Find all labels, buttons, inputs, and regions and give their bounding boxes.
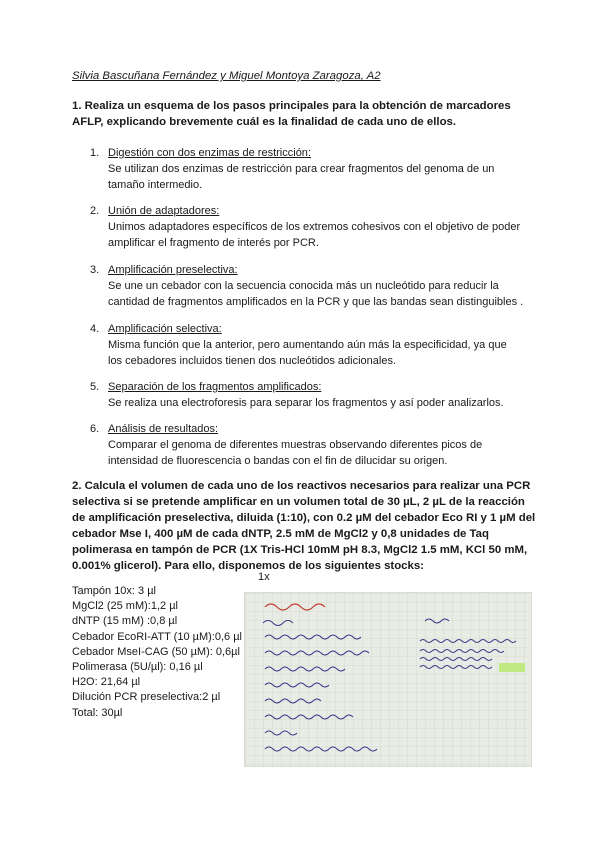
volume-item: Tampón 10x: 3 µl (72, 585, 156, 597)
step-number: 4. (90, 323, 100, 335)
volume-item: Dilución PCR preselectiva:2 µl (72, 691, 221, 704)
step-title: Digestión con dos enzimas de restricción: (108, 147, 311, 159)
step-description (108, 395, 568, 411)
step-description (108, 219, 568, 251)
step-desc-line: intensidad de fluorescencia o bandas con el fin de dilucidar su origen. (108, 455, 448, 467)
question-1-line-1: 1. Realiza un esquema de los pasos principales para la obtención de marcadores (72, 100, 511, 112)
question-2-line: cebador Mse I, 400 µM de cada dNTP, 2.5 mM de MgCl2 y 0,8 unidades de Taq (72, 528, 489, 540)
volume-item: Cebador EcoRI-ATT (10 µM):0,6 µl (72, 630, 242, 643)
step-description (108, 337, 568, 369)
volume-item: MgCl2 (25 mM):1,2 µl (72, 600, 178, 613)
step-description (108, 278, 568, 310)
authors-line: Silvia Bascuñana Fernández y Miguel Montoya Zaragoza, A2 (72, 70, 381, 82)
step-number: 2. (90, 205, 100, 217)
question-2-line: 0.001% glicerol). Para ello, disponemos de los siguientes stocks: (72, 560, 424, 572)
step-desc-line: Comparar el genoma de diferentes muestras observando diferentes picos de (108, 439, 483, 451)
step-title: Amplificación preselectiva: (108, 264, 238, 276)
question-2-line: de amplificación preselectiva, diluida (1:10), con 0.2 µM del cebador Eco RI y 1 µM del (72, 512, 536, 524)
one-x-label: 1x (258, 571, 270, 583)
question-2-line: selectiva si se pretende amplificar en un volumen total de 30 µL, 2 µL de la reacción (72, 496, 525, 508)
step-desc-line: Unimos adaptadores específicos de los extremos cohesivos con el objetivo de poder (108, 221, 521, 233)
question-1-line-2: AFLP, explicando brevemente cuál es la finalidad de cada uno de ellos. (72, 116, 457, 128)
volumes-list (72, 584, 242, 721)
step-number: 1. (90, 147, 100, 159)
step-desc-line: los cebadores incluidos tienen dos nucleótidos adicionales. (108, 355, 397, 367)
volume-item: Total: 30µl (72, 706, 123, 719)
volume-item: H2O: 21,64 µl (72, 676, 141, 689)
step-title: Amplificación selectiva: (108, 323, 222, 335)
step-title: Análisis de resultados: (108, 423, 219, 435)
volume-item: Polimerasa (5U/µl): 0,16 µl (72, 661, 203, 674)
step-title: Unión de adaptadores: (108, 205, 220, 217)
step-description (108, 437, 568, 469)
handwritten-notes-image (245, 593, 531, 766)
step-number: 6. (90, 423, 100, 435)
step-desc-line: amplificar el fragmento de interés por PCR. (108, 237, 319, 249)
question-1 (72, 98, 542, 130)
step-title: Separación de los fragmentos amplificados: (108, 381, 322, 393)
question-2-line: polimerasa en tampón de PCR (1X Tris-HCl 10mM pH 8.3, MgCl2 1.5 mM, KCl 50 mM, (72, 544, 528, 556)
step-desc-line: tamaño intermedio. (108, 179, 203, 191)
step-desc-line: Se utilizan dos enzimas de restricción para crear fragmentos del genoma de un (108, 163, 495, 175)
step-number: 5. (90, 381, 100, 393)
step-desc-line: cantidad de fragmentos amplificados en la PCR y que las bandas sean distinguibles . (108, 296, 524, 308)
step-description (108, 161, 568, 193)
step-number: 3. (90, 264, 100, 276)
volume-item: dNTP (15 mM) :0,8 µl (72, 615, 178, 628)
volume-item: Cebador MseI-CAG (50 µM): 0,6µl (72, 645, 240, 658)
step-desc-line: Se realiza una electroforesis para separar los fragmentos y así poder analizarlos. (108, 397, 504, 409)
handwritten-calculations-photo (244, 592, 532, 767)
question-2-line: 2. Calcula el volumen de cada uno de los reactivos necesarios para realizar una PCR (72, 480, 531, 492)
step-desc-line: Misma función que la anterior, pero aumentando aún más la especificidad, ya que (108, 339, 507, 351)
step-desc-line: Se une un cebador con la secuencia conocida más un nucleótido para reducir la (108, 280, 499, 292)
question-2 (72, 478, 552, 574)
